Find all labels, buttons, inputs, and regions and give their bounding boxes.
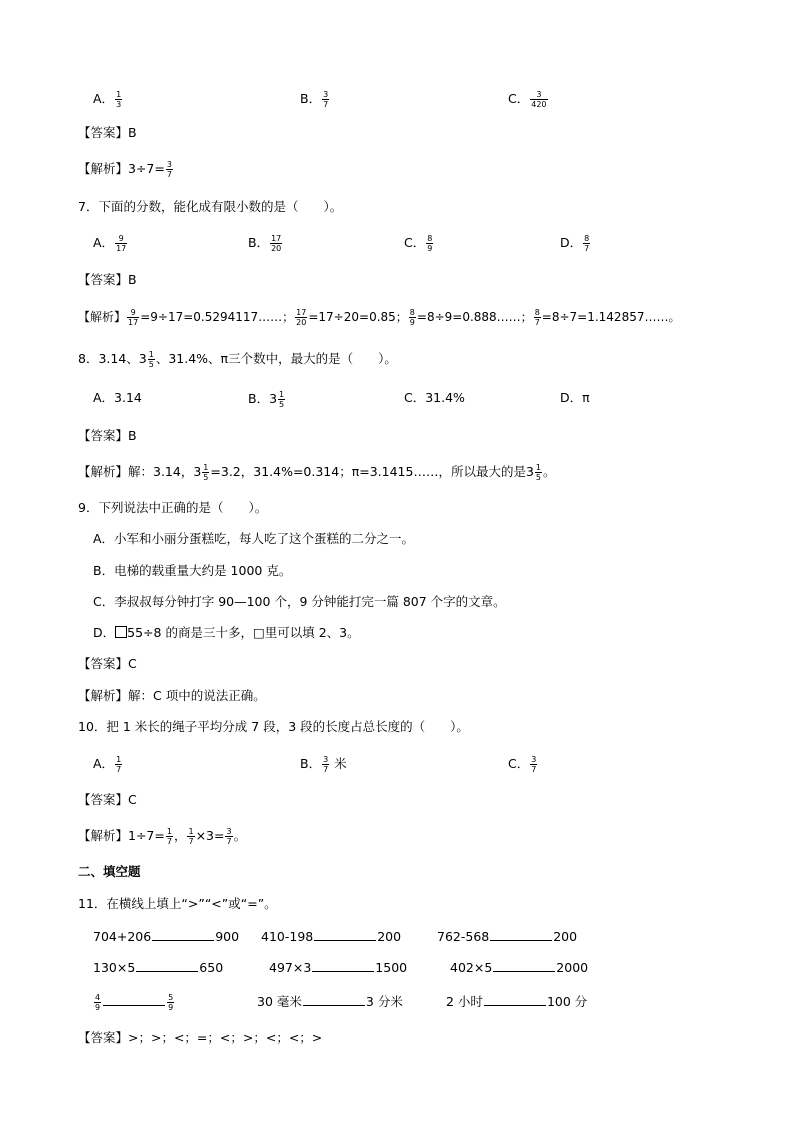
answer-blank[interactable] <box>493 959 555 972</box>
fraction: $\frac{8}{9}$ <box>409 308 415 327</box>
fraction: $\frac{3}{7}$ <box>323 755 329 774</box>
q6-option-c: C． $\frac{3}{420}$ <box>508 90 547 109</box>
q8-option-a: A．3.14 <box>93 390 142 405</box>
q8-option-d: D．π <box>560 390 590 405</box>
q7-option-a: A． $\frac{9}{17}$ <box>93 234 127 253</box>
q8-option-c: C．31.4% <box>404 390 465 405</box>
answer-blank[interactable] <box>314 928 376 941</box>
q8-answer: 【答案】B <box>78 428 137 443</box>
fraction: $\frac{9}{17}$ <box>128 308 139 327</box>
fraction: $\frac{8}{7}$ <box>584 234 590 253</box>
q7-stem: 7．下面的分数，能化成有限小数的是（ ）。 <box>78 199 343 214</box>
q9-option-d: D． 55÷8 的商是三十多，□里可以填 2、3。 <box>93 625 360 640</box>
q7-option-d: D． $\frac{8}{7}$ <box>560 234 590 253</box>
q11-item: 410-198 200 <box>261 929 402 944</box>
fraction: $\frac{8}{7}$ <box>534 308 540 327</box>
fraction: $\frac{1}{5}$ <box>203 463 209 482</box>
blank-box-icon <box>115 626 127 638</box>
q7-option-c: C． $\frac{8}{9}$ <box>404 234 433 253</box>
q11-item: 30 毫米 3 分米 <box>257 994 403 1009</box>
q11-item: 762-568 200 <box>437 929 578 944</box>
fraction: $\frac{1}{5}$ <box>535 463 541 482</box>
q10-option-a: A． $\frac{1}{7}$ <box>93 755 122 774</box>
answer-blank[interactable] <box>484 993 546 1006</box>
fraction: $\frac{1}{3}$ <box>116 90 122 109</box>
fraction: $\frac{4}{9}$ <box>95 993 101 1012</box>
fraction: $\frac{3}{7}$ <box>226 827 232 846</box>
q9-option-a: A．小军和小丽分蛋糕吃，每人吃了这个蛋糕的二分之一。 <box>93 531 415 546</box>
answer-blank[interactable] <box>312 959 374 972</box>
q6-option-b: B． $\frac{3}{7}$ <box>300 90 329 109</box>
fraction: $\frac{17}{20}$ <box>296 308 307 327</box>
q7-answer: 【答案】B <box>78 272 137 287</box>
q11-item: 704+206 900 <box>93 929 240 944</box>
q10-answer: 【答案】C <box>78 792 137 807</box>
q7-option-b: B． $\frac{17}{20}$ <box>248 234 282 253</box>
q11-stem: 11．在横线上填上“>”“<”或“=”。 <box>78 896 277 911</box>
fraction: $\frac{9}{17}$ <box>116 234 127 253</box>
fraction: $\frac{17}{20}$ <box>271 234 282 253</box>
answer-blank[interactable] <box>103 993 165 1006</box>
fraction: $\frac{3}{7}$ <box>531 755 537 774</box>
q6-answer: 【答案】B <box>78 125 137 140</box>
answer-blank[interactable] <box>136 959 198 972</box>
q11-item: 2 小时 100 分 <box>446 994 588 1009</box>
q10-analysis: 【解析】1÷7= $\frac{1}{7}$ ， $\frac{1}{7}$ ×3= $\frac{3}{7}$ 。 <box>78 827 247 846</box>
q6-analysis: 【解析】3÷7= $\frac{3}{7}$ <box>78 160 172 179</box>
fraction: $\frac{1}{7}$ <box>166 827 172 846</box>
fraction: $\frac{5}{9}$ <box>168 993 174 1012</box>
fraction: $\frac{8}{9}$ <box>427 234 433 253</box>
answer-blank[interactable] <box>490 928 552 941</box>
fraction: $\frac{3}{420}$ <box>531 90 547 109</box>
q8-analysis: 【解析】解：3.14，3 $\frac{1}{5}$ =3.2，31.4%=0.314；π=3.1415……，所以最大的是3 $\frac{1}{5}$ 。 <box>78 463 556 482</box>
q9-analysis: 【解析】解：C 项中的说法正确。 <box>78 688 266 703</box>
answer-blank[interactable] <box>152 928 214 941</box>
q7-analysis: 【解析】 $\frac{9}{17}$ =9÷17=0.5294117……； $\frac{17}{20}$ =17÷20=0.85； $\frac{8}{9}$ =8÷9=0.888……； $\frac{8}{7}$ =8÷7=1.142857……。 <box>78 308 681 327</box>
q10-stem: 10．把 1 米长的绳子平均分成 7 段，3 段的长度占总长度的（ ）。 <box>78 719 469 734</box>
q11-item <box>93 993 175 1012</box>
q9-option-b: B．电梯的载重量大约是 1000 克。 <box>93 563 292 578</box>
q11-item: 402×5 2000 <box>450 960 589 975</box>
fraction: $\frac{1}{7}$ <box>116 755 122 774</box>
q10-option-b: B． $\frac{3}{7}$ 米 <box>300 755 347 774</box>
fraction: $\frac{3}{7}$ <box>166 160 172 179</box>
q8-option-b: B．3 $\frac{1}{5}$ <box>248 390 285 409</box>
q6-option-a: A． $\frac{1}{3}$ <box>93 90 122 109</box>
q10-option-c: C． $\frac{3}{7}$ <box>508 755 537 774</box>
q9-option-c: C．李叔叔每分钟打字 90—100 个，9 分钟能打完一篇 807 个字的文章。 <box>93 594 506 609</box>
q11-answer: 【答案】>；>；<；=；<；>；<；<；> <box>78 1030 323 1045</box>
q8-stem: 8．3.14、3 $\frac{1}{5}$ 、31.4%、π三个数中，最大的是（ ）。 <box>78 350 397 369</box>
fraction: $\frac{3}{7}$ <box>323 90 329 109</box>
q11-item: 130×5 650 <box>93 960 224 975</box>
fraction: $\frac{1}{7}$ <box>188 827 194 846</box>
q9-answer: 【答案】C <box>78 656 137 671</box>
section-title: 二、填空题 <box>78 864 141 879</box>
q11-item: 497×3 1500 <box>269 960 408 975</box>
q9-stem: 9．下列说法中正确的是（ ）。 <box>78 500 268 515</box>
fraction: $\frac{1}{5}$ <box>148 350 154 369</box>
answer-blank[interactable] <box>303 993 365 1006</box>
fraction: $\frac{1}{5}$ <box>279 390 285 409</box>
